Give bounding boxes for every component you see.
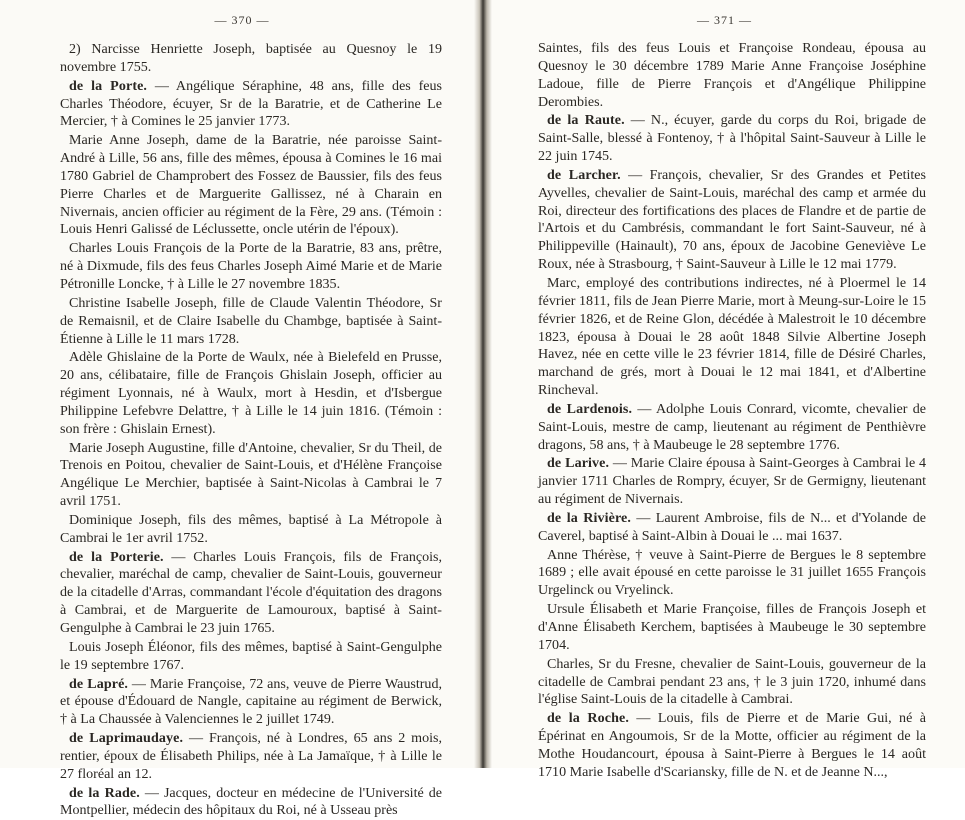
right-page [484, 0, 965, 780]
paragraph: 2) Narcisse Henriette Joseph, baptisée au Quesnoy le 19 novembre 1755. [60, 41, 442, 75]
paragraph: Marc, employé des contributions indirectes, né à Ploermel le 14 février 1811, fils de Jean Pierre Marie, mort à Meung-sur-Loire le 15 février 1826, et de Reine Glon, décédée à Malestroit le 10 décembre 1823, épousa à Douai le 28 août 1848 Silvie Albertine Joseph Havez, née en cette ville le 23 février 1814, fille de Désiré Charles, marchand de grés, mort à Douai le 12 mai 1841, et d'Albertine Rincheval. [538, 274, 926, 399]
paragraph: Charles Louis François de la Porte de la Baratrie, 83 ans, prêtre, né à Dixmude, fils des feus Charles Joseph Aimé Marie et de Marie Pétronille Loncke, † à Lille le 27 novembre 1835. [60, 240, 442, 292]
entry-de-la-rade: de la Rade. — Jacques, docteur en médecine de l'Université de Montpellier, médecin des hôpitaux du Roi, né à Usseau près [60, 784, 442, 819]
surname-heading: de Larive. [547, 455, 610, 472]
entry-de-laprimaudaye: de Laprimaudaye. — François, né à Londres, 65 ans 2 mois, rentier, époux de Élisabeth Philips, née à La Jamaïque, † à Lille le 27 floréal an 12. [60, 730, 442, 782]
surname-heading: de Lardenois. [547, 400, 633, 417]
paragraph-continued: Saintes, fils des feus Louis et Françoise Rondeau, épousa au Quesnoy le 30 décembre 1789 Marie Anne Françoise Joséphine Ladoue, fille de Pierre François et d'Angélique Philippine Derombies. [538, 40, 926, 110]
surname-heading: de la Roche. [547, 710, 629, 727]
surname-heading: de la Raute. [547, 112, 625, 129]
paragraph: Marie Joseph Augustine, fille d'Antoine, chevalier, Sr du Theil, de Trenois en Poitou, chevalier de Saint-Louis, et d'Hélène Françoise Angélique Le Merchier, baptisée à Saint-Nicolas à Cambrai le 7 avril 1751. [60, 439, 442, 510]
entry-de-la-porterie: de la Porterie. — Charles Louis François, fils de François, chevalier, maréchal de camp, chevalier de Saint-Louis, gouverneur de la citadelle d'Arras, commandant l'école d'équitation des dragons à Cambrai, et de Marguerite de Lamouroux, baptisé à Saint-Gengulphe à Cambrai le 23 juin 1765. [60, 548, 442, 636]
page-number-371: — 371 — [697, 13, 752, 27]
paragraph: Ursule Élisabeth et Marie Françoise, filles de François Joseph et d'Anne Élisabeth Kerchem, baptisées à Maubeuge le 30 septembre 1704. [538, 601, 926, 653]
entry-de-lapre: de Lapré. — Marie Françoise, 72 ans, veuve de Pierre Waustrud, et épouse d'Édouard de Nangle, capitaine au régiment de Berwick, † à La Chaussée à Valenciennes le 2 juillet 1749. [60, 675, 442, 728]
surname-heading: de la Rivière. [547, 509, 631, 526]
paragraph: Adèle Ghislaine de la Porte de Waulx, née à Bielefeld en Prusse, 20 ans, célibataire, fille de François Ghislain Joseph, officier au régiment Lyonnais, né à Waulx, mort à Hesdin, et d'Isbergue Philippine Lefebvre Delattre, † à Lille le 14 juin 1816. (Témoin : son frère : Ghislain Ernest). [60, 349, 442, 437]
page-number-370: — 370 — [214, 13, 270, 27]
book-gutter [474, 0, 492, 768]
surname-heading: de la Porte. [69, 77, 148, 94]
entry-de-la-raute: de la Raute. — N., écuyer, garde du corps du Roi, brigade de Saint-Salle, blessé à Fontenoy, † à l'hôpital Saint-Sauveur à Lille le 22 juin 1745. [538, 112, 926, 165]
entry-de-larcher: de Larcher. — François, chevalier, Sr des Grandes et Petites Ayvelles, chevalier de Saint-Louis, maréchal des camp et armée du Roi, directeur des fortifications des places de Flandre et de partie de l'Artois et du Cambrésis, commandant le fort Saint-Sauveur, né à Philippeville (Hainault), 70 ans, époux de Jacobine Geneviève Le Roux, née à Strasbourg, † Saint-Sauveur à Lille le 12 mai 1779. [538, 166, 926, 273]
paragraph: Charles, Sr du Fresne, chevalier de Saint-Louis, gouverneur de la citadelle de Cambrai pendant 23 ans, † le 3 juin 1720, inhumé dans l'église Saint-Louis de la citadelle à Cambrai. [538, 655, 926, 708]
surname-heading: de la Porterie. [69, 548, 164, 565]
surname-heading: de Laprimaudaye. [69, 730, 184, 747]
right-page-text [538, 40, 926, 782]
entry-de-lardenois: de Lardenois. — Adolphe Louis Conrard, vicomte, chevalier de Saint-Louis, mestre de camp, lieutenant au régiment de Penthièvre dragons, 58 ans, † à Maubeuge le 28 septembre 1776. [538, 400, 926, 453]
surname-heading: de Larcher. [547, 166, 621, 183]
surname-heading: de la Rade. [69, 784, 140, 801]
surname-heading: de Lapré. [69, 675, 129, 692]
left-page-text [60, 40, 442, 820]
paragraph: Dominique Joseph, fils des mêmes, baptisé à La Métropole à Cambrai le 1er avril 1752. [60, 511, 442, 546]
entry-de-la-porte: de la Porte. — Angélique Séraphine, 48 ans, fille des feus Charles Théodore, écuyer, Sr de la Baratrie, et de Catherine Le Mercier, † à Comines le 25 janvier 1773. [60, 77, 442, 130]
paragraph: Louis Joseph Éléonor, fils des mêmes, baptisé à Saint-Gengulphe le 19 septembre 1767. [60, 638, 442, 673]
paragraph: Marie Anne Joseph, dame de la Baratrie, née paroisse Saint-André à Lille, 56 ans, fille des mêmes, épousa à Comines le 16 mai 1780 Gabriel de Champrobert des Fossez de Baussier, fils des feus Pierre Charles et de Marguerite Gallissez, né à Charain en Nivernais, ancien officier au régiment de la Fère, 29 ans. (Témoin : Louis Henri Galissé de Léclussette, oncle utérin de l'époux). [60, 132, 442, 238]
entry-de-la-roche: de la Roche. — Louis, fils de Pierre et de Marie Gui, né à Épérinat en Angoumois, Sr de la Motte, officier au régiment de la Mothe Houdancourt, épousa à Saint-Pierre à Bergues le 14 août 1710 Marie Isabelle d'Scariansky, fille de N. et de Jeanne N..., [538, 710, 926, 780]
paragraph: Anne Thérèse, † veuve à Saint-Pierre de Bergues le 8 septembre 1689 ; elle avait épousé en cette paroisse le 31 juillet 1655 François Urgelinck ou Vryelinck. [538, 546, 926, 599]
paragraph: Christine Isabelle Joseph, fille de Claude Valentin Théodore, Sr de Remaisnil, et de Claire Isabelle du Chambge, baptisée à Saint-Étienne à Lille le 11 mars 1728. [60, 294, 442, 347]
entry-de-la-riviere: de la Rivière. — Laurent Ambroise, fils de N... et d'Yolande de Caverel, baptisé à Saint-Albin à Douai le ... mai 1637. [538, 509, 926, 544]
entry-de-larive: de Larive. — Marie Claire épousa à Saint-Georges à Cambrai le 4 janvier 1711 Charles de Rompry, écuyer, Sr de Germigny, lieutenant au régiment de Nivernais. [538, 455, 927, 508]
